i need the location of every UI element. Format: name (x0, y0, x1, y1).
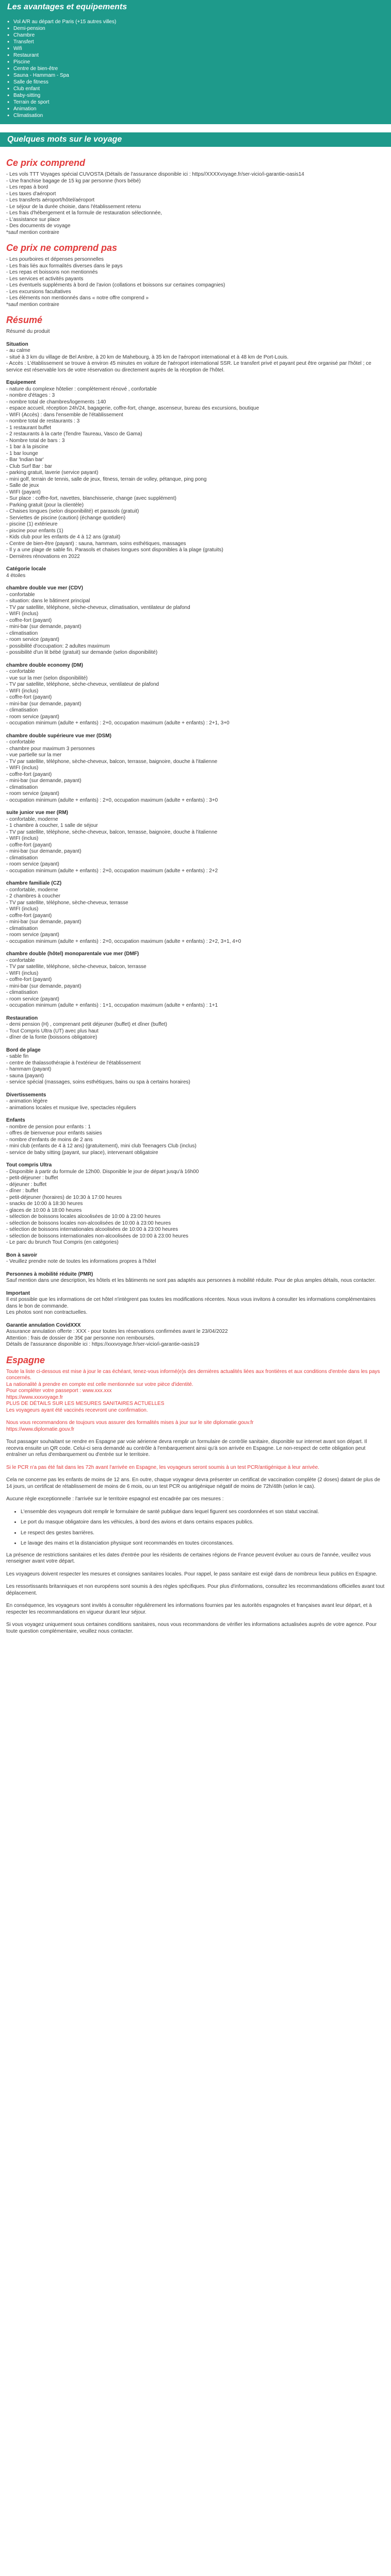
guarantee-label: Garantie annulation CovidXXX (6, 1322, 81, 1328)
spain-bullet: • Le port du masque obligatoire dans les véhicules, à bord des avions et dans certains espaces publics. (21, 1519, 385, 1526)
leisure-label: Divertissements (6, 1092, 46, 1098)
leisure-text: - animation légère - animations locales et musique live, spectacles réguliers (6, 1098, 136, 1111)
advantage-item: ● Terrain de sport (7, 99, 391, 106)
spain-intro-2: Nous vous recommandons de toujours vous assurer des formalités mises à jour sur le site diplomatie.gouv.fr https://www.diplomatie.gouv.fr (6, 1420, 254, 1432)
spain-bullet: • L'ensemble des voyageurs doit remplir le formulaire de santé publique dans lequel figurent ses coordonnées et son statut vaccinal. (21, 1509, 385, 1516)
situation-text: - au calme - situé à 3 km du village de Bel Ambre, à 20 km de Mahebourg, à 35 km de l'aéroport international et à 48 km de Port-Louis. - Accès : L'établissement se trouve à environ 45 minutes en voiture de l'aéroport international SSR. Le transfert privé et payant peut être organisé par l'hôtel ; ce service est réservable lors de votre réservation ou directement auprès de la réception de l'hôtel. (6, 348, 371, 373)
health-label: Personnes à mobilité réduite (PMR) (6, 1271, 93, 1277)
room-text: - confortable - chambre pour maximum 3 personnes - vue partielle sur la mer - TV par satellite, téléphone, sèche-cheveux, balcon, terrasse, baignoire, douche à l'italienne - WIFI (inclus) - coffre-fort (payant) - mini-bar (sur demande, payant) - climatisation - room service (payant) - occupation minimum (adulte + enfants) : 2+0, occupation maximum (adulte + enfants) : 3+0 (6, 739, 218, 803)
spain-paragraph: Aucune règle exceptionnelle : l'arrivée sur le territoire espagnol est encadrée par ces mesures : (6, 1496, 224, 1502)
spain-paragraph: Cela ne concerne pas les enfants de moins de 12 ans. En outre, chaque voyageur devra présenter un certificat de vaccination complète (2 doses) datant de plus de 14 jours, un certificat de rétablissement de moins de 6 mois, ou un test PCR ou antigénique négatif de moins de 72h/48h (selon le cas). (6, 1477, 380, 1489)
room-text: - confortable - vue sur la mer (selon disponibilité) - TV par satellite, téléphone, sèche-cheveux, ventilateur de plafond - WIFI (inclus) - coffre-fort (payant) - mini-bar (sur demande, payant) - climatisation - room service (payant) - occupation minimum (adulte + enfants) : 2+0, occupation maximum (adulte + enfants) : 2+1, 3+0 (6, 669, 230, 726)
advantage-item: ● Wifi (7, 45, 391, 52)
room-title: chambre familiale (CZ) (6, 880, 62, 886)
info-label: Bon à savoir (6, 1252, 38, 1258)
advantage-item: ● Chambre (7, 32, 391, 39)
spain-paragraph: En conséquence, les voyageurs sont invités à consulter régulièrement les informations fournies par les autorités espagnoles et françaises avant leur départ, et à respecter les recommandations en vigueur durant leur séjour. (6, 1603, 372, 1615)
summary-title: Résumé (6, 315, 43, 325)
info-text: - Veuillez prendre note de toutes les informations propres à l'hôtel (6, 1259, 156, 1264)
spain-bullet: • Le lavage des mains et la distanciation physique sont recommandés en toutes circonstances. (21, 1540, 385, 1547)
advantage-item: ● Salle de fitness (7, 79, 391, 86)
guarantee-text: Assurance annulation offerte : XXX - pour toutes les réservations confirmées avant le 23/04/2022 Attention : frais de dossier de 35€ par personne non remboursés. Détails de l'assurance disponible ici : https://xxxvoyage.fr/ser-vicio/i-garantie-oasis19 (6, 1329, 228, 1347)
equipment-text: - nature du complexe hôtelier : complètement rénové , confortable - nombre d'étages : 3 - nombre total de chambres/logements :140 - espace accueil, réception 24h/24, bagagerie, coffre-fort, change, ascenseur, bureau des excursions, boutique - WIFI (Accès) : dans l'ensemble de l'établissement - nombre total de restaurants : 3 - 1 restaurant buffet - 2 restaurants à la carte (Tendre Taureau, Vasco de Gama) - Nombre total de bars : 3 - 1 bar à la piscine - 1 bar lounge - Bar 'Indian bar' - Club Surf Bar : bar - parking gratuit, laverie (service payant) - mini golf, terrain de tennis, salle de jeux, fitness, terrain de volley, pétanque, ping pong - Salle de jeux - WIFI (payant) - Sur place : coffre-fort, navettes, blanchisserie, change (avec supplément) - Parking gratuit (pour la clientèle) - Chaises longues (selon disponibilité) et parasols (gratuit) - Serviettes de piscine (caution) (échange quotidien) - piscine (1) extérieure - piscine pour enfants (1) - Kids club pour les enfants de 4 à 12 ans (gratuit) - Centre de bien-être (payant) : sauna, hammam, soins esthétiques, massages - Il y a une plage de sable fin. Parasols et chaises longues sont disponibles à la plage (gratuits) - Dernières rénovations en 2022 (6, 386, 259, 560)
spain-intro: Toute la liste ci-dessous est mise à jour le cas échéant, tenez-vous informé(e)s des dernières actualités liées aux frontières et aux conditions d'entrée dans les pays concernés. La nationalité à prendre en compte est celle mentionnée sur votre pièce d'identité. Pour compléter votre passeport : www.xxx.xxx https://www.xxxvoyage.fr PLUS DE DÉTAILS SUR LES MESURES SANITAIRES ACTUELLES Les voyageurs ayant été vaccinés recevront une confirmation. (6, 1368, 380, 1413)
beach-text: - sable fin - centre de thalassothérapie à l'extérieur de l'établissement - hammam (payant) - sauna (payant) - service spécial (massages, soins esthétiques, bains ou spa à certains horaires) (6, 1054, 190, 1085)
category-value: 4 étoiles (6, 572, 26, 579)
advantages-header: Les avantages et equipements (0, 0, 391, 14)
trip-header: Quelques mots sur le voyage (0, 132, 391, 147)
room-title: suite junior vue mer (RM) (6, 810, 69, 816)
room-text: - confortable, moderne - 2 chambres à coucher - TV par satellite, téléphone, sèche-cheveux, terrasse - WIFI (inclus) - coffre-fort (payant) - mini-bar (sur demande, payant) - climatisation - room service (payant) - occupation minimum (adulte + enfants) : 2+0, occupation maximum (adulte + enfants) : 2+2, 3+1, 4+0 (6, 887, 241, 944)
restauration-label: Restauration (6, 1015, 38, 1021)
spain-bullets (6, 1509, 385, 1547)
room-title: chambre double (hôtel) monoparentale vue mer (DMF) (6, 951, 139, 957)
situation-label: Situation (6, 341, 28, 347)
excluded-text: - Les pourboires et dépenses personnelles - Les frais liés aux formalités diverses dans le pays - Les repas et boissons non mentionnés - Les services et activités payants - Les éventuels suppléments à bord de l'avion (collations et boissons sur certaines compagnies) - Les excursions facultatives - Les éléments non mentionnés dans « notre offre comprend » *sauf mention contraire (6, 257, 225, 308)
room-title: chambre double economy (DM) (6, 662, 83, 668)
advantage-item: ● Demi-pension (7, 25, 391, 32)
advantage-item: ● Club enfant (7, 86, 391, 92)
spain-paragraph: Tout passager souhaitant se rendre en Espagne par voie aérienne devra remplir un formulaire de contrôle sanitaire, disponible sur internet avant son départ. Il recevra ensuite un QR code. Celui-ci sera demandé au contrôle à l'embarquement ainsi qu'à son arrivée en Espagne. Le non-respect de cette obligation peut entraîner un refus d'embarquement ou d'entrée sur le territoire. (6, 1439, 367, 1458)
advantage-item: ● Restaurant (7, 52, 391, 59)
health-text: Sauf mention dans une description, les hôtels et les bâtiments ne sont pas adaptés aux personnes à mobilité réduite. Pour de plus amples détails, nous contacter. (6, 1278, 376, 1283)
room-title: chambre double vue mer (CDV) (6, 585, 83, 591)
equipment-label: Equipement (6, 380, 36, 385)
spain-paragraph: Les voyageurs doivent respecter les mesures et consignes sanitaires locales. Pour rappel, le pass sanitaire est exigé dans de nombreux lieux publics en Espagne. (6, 1571, 378, 1577)
advantage-item: ● Animation (7, 106, 391, 112)
advantage-item: ● Baby-sitting (7, 92, 391, 99)
excluded-title: Ce prix ne comprend pas (6, 243, 118, 253)
advantage-item: ● Vol A/R au départ de Paris (+15 autres villes) (7, 19, 391, 25)
summary-subtitle: Résumé du produit (6, 329, 50, 334)
spain-paragraph: Si vous voyagez uniquement sous certaines conditions sanitaires, nous vous recommandons de vérifier les informations actualisées auprès de votre agence. Pour toute question complémentaire, veuillez nous contacter. (6, 1622, 377, 1634)
spain-warning: Si le PCR n'a pas été fait dans les 72h avant l'arrivée en Espagne, les voyageurs seront soumis à un test PCR/antigénique à leur arrivée. (6, 1464, 319, 1470)
important-text: Il est possible que les informations de cet hôtel n'intègrent pas toutes les modifications récentes. Nous vous invitons à consulter les informations complémentaires dans le bon de commande. Les photos sont non contractuelles. (6, 1297, 376, 1315)
advantages-list (0, 14, 391, 124)
spain-paragraph: Les ressortissants britanniques et non européens sont soumis à des règles spécifiques. Pour plus d'informations, consultez les recommandations officielles avant tout déplacement. (6, 1584, 385, 1596)
room-text: - confortable - TV par satellite, téléphone, sèche-cheveux, balcon, terrasse - WIFI (inclus) - coffre-fort (payant) - mini-bar (sur demande, payant) - climatisation - room service (payant) - occupation minimum (adulte + enfants) : 1+1, occupation maximum (adulte + enfants) : 1+1 (6, 957, 218, 1008)
allin-text: - Disponible à partir du formule de 12h00. Disponible le jour de départ jusqu'à 16h00 - petit-déjeuner : buffet - déjeuner : buffet - dîner : buffet - petit-déjeuner (horaires) de 10:30 à 17:00 heures - snacks de 10:00 à 18:30 heures - glaces de 10:00 à 18:00 heures - sélection de boissons locales alcoolisées de 10:00 à 23:00 heures - sélection de boissons locales non-alcoolisées de 10:00 à 23:00 heures - sélection de boissons internationales alcoolisées de 10:00 à 23:00 heures - sélection de boissons internationales non-alcoolisées de 10:00 à 23:00 heures - Le parc du brunch Tout Compris (en catégories) (6, 1168, 199, 1245)
room-title: chambre double supérieure vue mer (DSM) (6, 733, 111, 739)
main-content (0, 147, 391, 1635)
included-text: - Les vols TTT Voyages spécial CUVOSTA (Détails de l'assurance disponible ici : https//XXXXvoyage.fr/ser-vicio/i-garantie-oasis14 - Une franchise bagage de 15 kg par personne (hors bébé) - Les repas à bord - Les taxes d'aéroport - Les transferts aéroport/hôtel/aéroport - Le séjour de la durée choisie, dans l'établissement retenu - Les frais d'hébergement et la formule de restauration sélectionnée, - L'assistance sur place - Des documents de voyage *sauf mention contraire (6, 172, 304, 235)
advantage-item: ● Centre de bien-être (7, 65, 391, 72)
category-label: Catégorie locale (6, 566, 46, 572)
spain-title: Espagne (6, 1354, 45, 1365)
beach-label: Bord de plage (6, 1047, 41, 1053)
included-title: Ce prix comprend (6, 158, 86, 168)
restauration-text: - demi pension (H) , comprenant petit déjeuner (buffet) et dîner (buffet) - Tout Compris Ultra (UT) avec plus haut - dîner de la fonte (boissons obligatoire) (6, 1022, 168, 1040)
important-label: Important (6, 1290, 30, 1296)
allin-label: Tout compris Ultra (6, 1162, 52, 1168)
room-text: - confortable - situation: dans le bâtiment principal - TV par satellite, téléphone, sèche-cheveux, climatisation, ventilateur de plafond - WIFI (inclus) - coffre-fort (payant) - mini-bar (sur demande, payant) - climatisation - room service (payant) - possibilité d'occupation: 2 adultes maximum - possibilité d'un lit bébé (gratuit) sur demande (selon disponibilité) (6, 591, 190, 655)
advantage-item: ● Transfert (7, 39, 391, 45)
spain-paragraph: La présence de restrictions sanitaires et les dates d'entrée pour les résidents de certaines régions de France peuvent évoluer au cours de l'année, veuillez vous renseigner avant votre départ. (6, 1552, 371, 1564)
advantage-item: ● Climatisation (7, 112, 391, 119)
advantage-item: ● Piscine (7, 59, 391, 65)
advantage-item: ● Sauna - Hammam - Spa (7, 72, 391, 79)
kids-label: Enfants (6, 1117, 25, 1123)
kids-text: - nombre de pension pour enfants : 1 - offres de bienvenue pour enfants saisies - nombre d'enfants de moins de 2 ans - mini club (enfants de 4 à 12 ans) (gratuitement), mini club Teenagers Club (inclus) - service de baby sitting (payant, sur place), intervenant obligatoire (6, 1124, 197, 1156)
spain-bullet: • Le respect des gestes barrières. (21, 1530, 385, 1537)
room-text: - confortable, moderne - 1 chambre à coucher, 1 salle de séjour - TV par satellite, téléphone, sèche-cheveux, balcon, terrasse, baignoire, douche à l'italienne - WIFI (inclus) - coffre-fort (payant) - mini-bar (sur demande, payant) - climatisation - room service (payant) - occupation minimum (adulte + enfants) : 2+0, occupation maximum (adulte + enfants) : 2+2 (6, 816, 218, 874)
